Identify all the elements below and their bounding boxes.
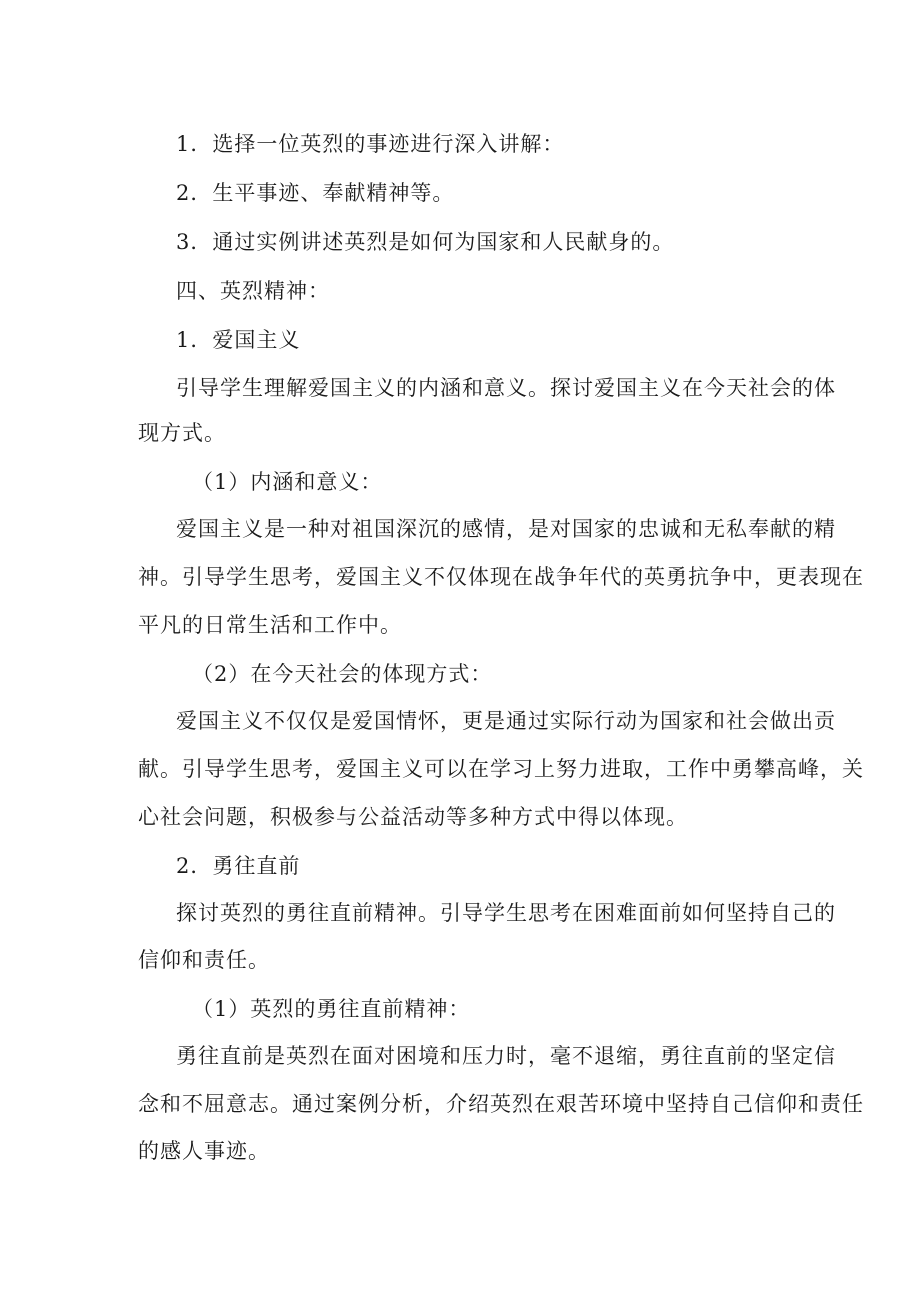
paragraph-line: 现方式。	[138, 421, 226, 445]
paragraph-line: 献。引导学生思考，爱国主义可以在学习上努力进取，工作中勇攀高峰，关	[138, 757, 864, 781]
subheading-patriotism: 1．爱国主义	[176, 328, 301, 352]
paragraph-line: 念和不屈意志。通过案例分析，介绍英烈在艰苦环境中坚持自己信仰和责任	[138, 1092, 864, 1116]
paragraph-line: 引导学生理解爱国主义的内涵和意义。探讨爱国主义在今天社会的体	[176, 376, 836, 400]
paragraph-line: 心社会问题，积极参与公益活动等多种方式中得以体现。	[138, 805, 688, 829]
list-item-3: 3．通过实例讲述英烈是如何为国家和人民献身的。	[176, 230, 675, 254]
paragraph-line: 勇往直前是英烈在面对困境和压力时，毫不退缩，勇往直前的坚定信	[176, 1044, 836, 1068]
paragraph-line: 爱国主义是一种对祖国深沉的感情，是对国家的忠诚和无私奉献的精	[176, 517, 836, 541]
subheading-courage: 2．勇往直前	[176, 854, 301, 878]
paragraph-line: 信仰和责任。	[138, 948, 270, 972]
paragraph-line: 的感人事迹。	[138, 1139, 270, 1163]
list-item-2: 2．生平事迹、奉献精神等。	[176, 181, 455, 205]
sub-subheading: （1）英烈的勇往直前精神：	[192, 997, 471, 1021]
sub-subheading: （1）内涵和意义：	[192, 470, 383, 494]
paragraph-line: 探讨英烈的勇往直前精神。引导学生思考在困难面前如何坚持自己的	[176, 901, 836, 925]
paragraph-line: 平凡的日常生活和工作中。	[138, 613, 402, 637]
paragraph-line: 神。引导学生思考，爱国主义不仅体现在战争年代的英勇抗争中，更表现在	[138, 565, 864, 589]
list-item-1: 1．选择一位英烈的事迹进行深入讲解：	[176, 132, 565, 156]
section-heading: 四、英烈精神：	[176, 279, 330, 303]
paragraph-line: 爱国主义不仅仅是爱国情怀，更是通过实际行动为国家和社会做出贡	[176, 709, 836, 733]
sub-subheading: （2）在今天社会的体现方式：	[192, 662, 493, 686]
